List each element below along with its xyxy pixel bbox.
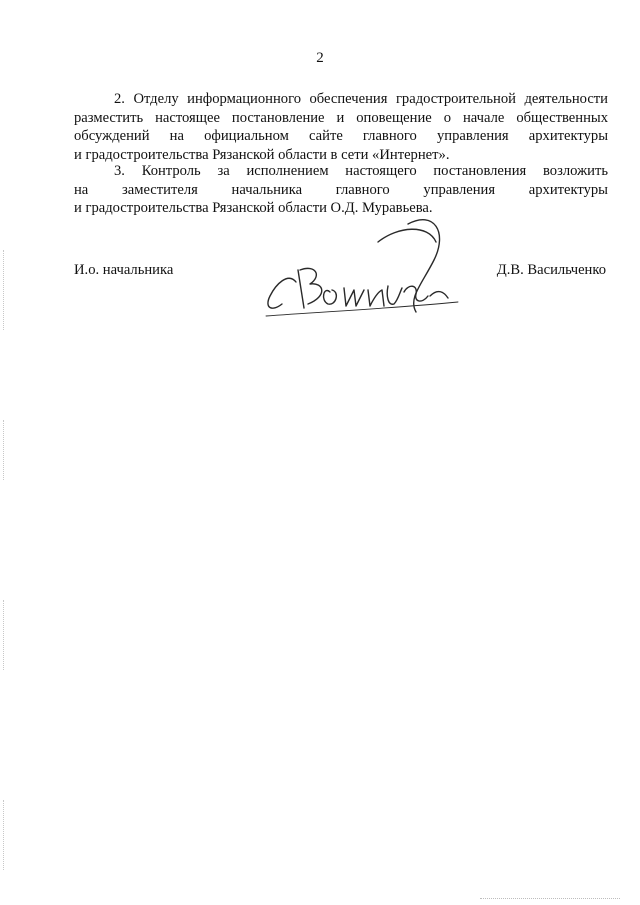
paragraph-line: обсуждений на официальном сайте главного управления архитектуры [74,128,608,144]
page-number: 2 [316,50,324,66]
scan-edge-artifact [3,420,6,480]
scan-edge-artifact [3,800,6,870]
handwritten-signature [258,212,468,332]
signatory-role: И.о. начальника [74,262,174,278]
scan-edge-artifact [3,250,6,330]
scan-edge-artifact [3,600,6,670]
paragraph-2 [74,90,608,164]
paragraph-3 [74,162,608,218]
paragraph-line: на заместителя начальника главного управления архитектуры [74,181,608,198]
paragraph-line: и градостроительства Рязанской области в сети «Интернет». [74,146,450,163]
signatory-name: Д.В. Васильченко [496,262,606,278]
paragraph-line: разместить настоящее постановление и оповещение о начале общественных [74,109,608,126]
paragraph-line: 3. Контроль за исполнением настоящего постановления возложить [114,163,608,179]
paragraph-line: 2. Отделу информационного обеспечения градостроительной деятельности [114,91,608,107]
signature-block [0,262,640,322]
scan-bottom-artifact [480,898,620,899]
paragraph-line: и градостроительства Рязанской области О.Д. Муравьева. [74,200,433,216]
